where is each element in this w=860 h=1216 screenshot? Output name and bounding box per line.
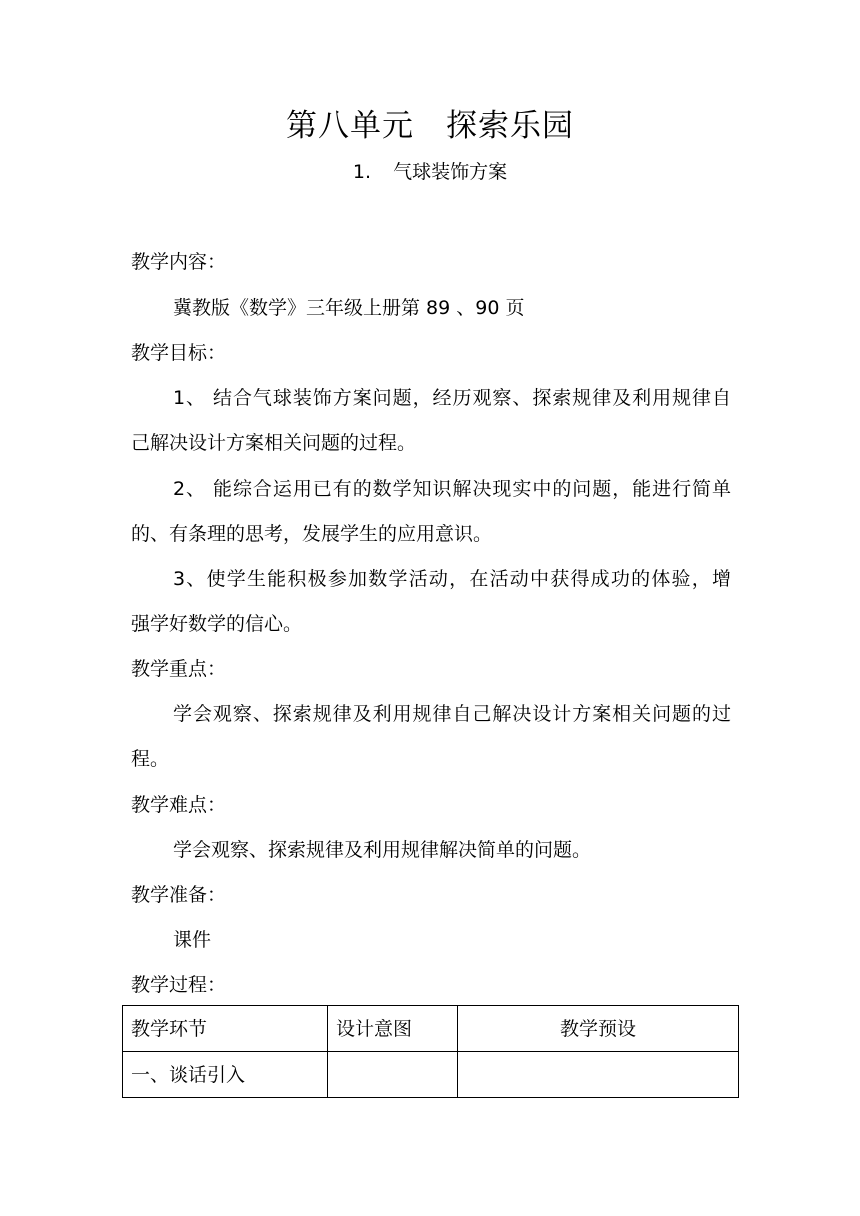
content-text: 冀教版《数学》三年级上册第 89 、90 页 (173, 297, 525, 319)
goal-1-line-2: 己解决设计方案相关问题的过程。 (131, 432, 417, 454)
goal-3-line-1: 3、使学生能积极参加数学活动，在活动中获得成功的体验，增 (173, 568, 731, 590)
goal-2-line-2: 的、有条理的思考，发展学生的应用意识。 (131, 523, 493, 545)
table-cell-plan (458, 1052, 739, 1098)
table-cell-intent (328, 1052, 458, 1098)
page-title: 第八单元 探索乐园 (286, 108, 574, 144)
header-plan: 教学预设 (458, 1006, 739, 1052)
lesson-subtitle (0, 158, 860, 186)
process-heading: 教学过程： (131, 974, 227, 996)
lesson-title: 气球装饰方案 (393, 161, 508, 183)
table-row (123, 1052, 739, 1098)
key-point-line-1: 学会观察、探索规律及利用规律自己解决设计方案相关问题的过 (173, 703, 731, 725)
table-header-row (123, 1006, 739, 1052)
difficult-point-heading: 教学难点： (131, 794, 227, 816)
key-point-line-2: 程。 (131, 748, 170, 770)
goal-3-line-2: 强学好数学的信心。 (131, 613, 303, 635)
content-heading: 教学内容： (131, 251, 227, 273)
key-point-heading: 教学重点： (131, 658, 227, 680)
table-cell-stage: 一、谈话引入 (123, 1052, 328, 1098)
lesson-number: 1. (352, 161, 372, 183)
header-stage: 教学环节 (123, 1006, 328, 1052)
preparation-heading: 教学准备： (131, 884, 227, 906)
process-table (122, 1005, 739, 1098)
goal-1-line-1: 1、 结合气球装饰方案问题，经历观察、探索规律及利用规律自 (173, 387, 731, 409)
preparation-text: 课件 (173, 929, 212, 951)
goals-heading: 教学目标： (131, 342, 227, 364)
goal-2-line-1: 2、 能综合运用已有的数学知识解决现实中的问题，能进行简单 (173, 478, 731, 500)
header-intent: 设计意图 (328, 1006, 458, 1052)
difficult-point-text: 学会观察、探索规律及利用规律解决简单的问题。 (173, 839, 592, 861)
